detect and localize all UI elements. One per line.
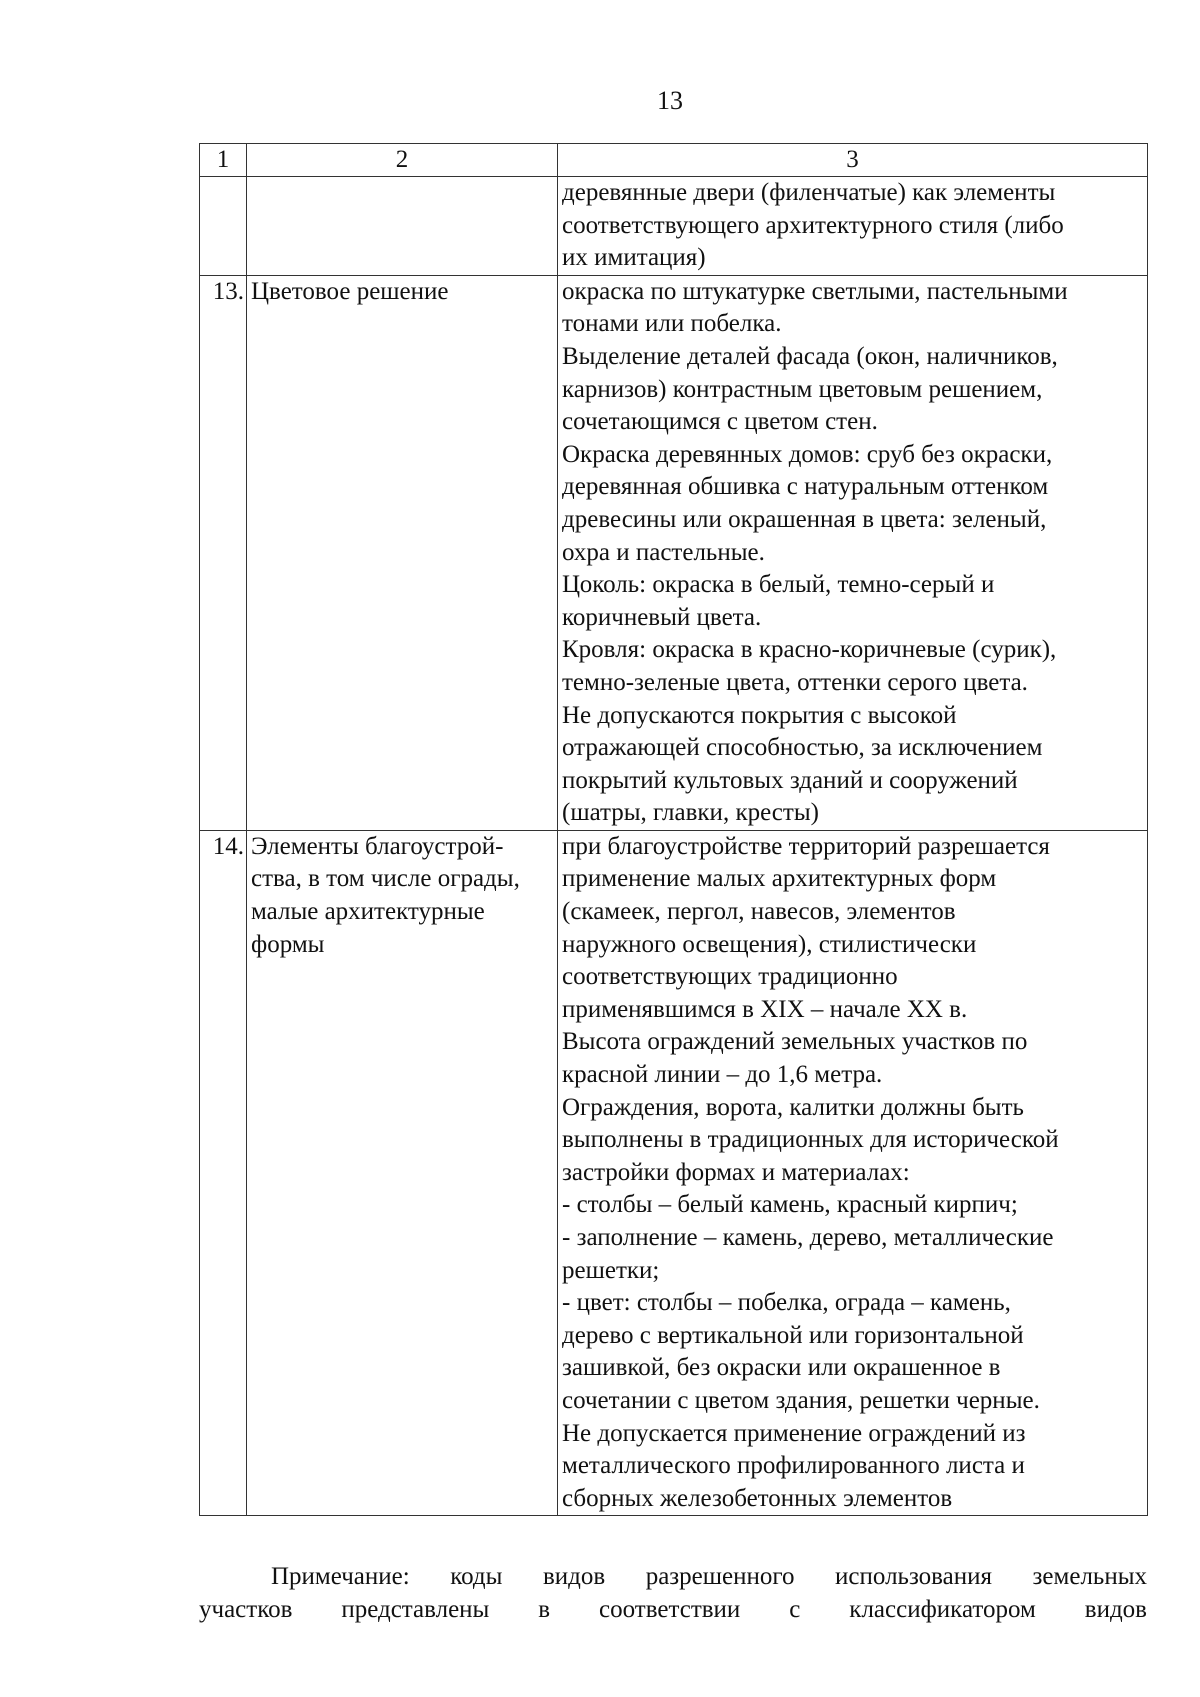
requirements-line: сочетании с цветом здания, решетки черные. [562,1386,1040,1414]
element-name-line: малые архитектурные [251,898,485,926]
requirements-line: Цоколь: окраска в белый, темно-серый и [562,571,995,599]
requirements-line: покрытий культовых зданий и сооружений [562,766,1018,794]
requirements-line: дерево с вертикальной или горизонтальной [562,1321,1024,1349]
requirements-line: застройки формах и материалах: [562,1158,910,1186]
requirements-line: сочетающимся с цветом стен. [562,408,878,436]
requirements-cell [558,275,1148,830]
requirements-cell [558,830,1148,1515]
requirements-line: тонами или побелка. [562,310,782,338]
requirements-line: соответствующего архитектурного стиля (либо [562,211,1064,239]
requirements-line: деревянная обшивка с натуральным оттенком [562,473,1049,501]
requirements-line: темно-зеленые цвета, оттенки серого цвета. [562,668,1028,696]
element-name-line: формы [251,930,325,958]
requirements-line: сборных железобетонных элементов [562,1484,953,1512]
requirements-line: древесины или окрашенная в цвета: зеленый, [562,505,1047,533]
requirements-line: металлического профилированного листа и [562,1452,1025,1480]
requirements-line: решетки; [562,1256,660,1284]
note-paragraph [199,1560,1147,1626]
element-name-line: ства, в том числе ограды, [251,865,520,893]
requirements-line: - цвет: столбы – побелка, ограда – камень, [562,1289,1011,1317]
header-cell-2: 2 [247,144,558,177]
requirements-line: Ограждения, ворота, калитки должны быть [562,1093,1024,1121]
requirements-line: их имитация) [562,244,706,272]
table-body [200,144,1148,1516]
requirements-line: окраска по штукатурке светлыми, пастельными [562,277,1068,305]
table-header-row [200,144,1148,177]
requirements-line: применявшимся в XIX – начале XX в. [562,995,968,1023]
requirements-line: применение малых архитектурных форм [562,865,997,893]
requirements-line: Выделение деталей фасада (окон, наличников, [562,342,1058,370]
requirements-line: (скамеек, пергол, навесов, элементов [562,898,956,926]
element-name-line: Элементы благоустрой- [251,832,504,860]
requirements-line: - столбы – белый камень, красный кирпич; [562,1191,1018,1219]
requirements-line: выполнены в традиционных для исторической [562,1126,1059,1154]
requirements-line: наружного освещения), стилистически [562,930,977,958]
requirements-line: Не допускается применение ограждений из [562,1419,1026,1447]
element-name-line: Цветовое решение [251,277,449,305]
page-number: 13 [657,86,683,115]
element-name-cell [247,177,558,276]
requirements-line: - заполнение – камень, дерево, металлические [562,1224,1054,1251]
requirements-line: коричневый цвета. [562,603,762,631]
table-row [200,830,1148,1515]
requirements-line: Кровля: окраска в красно-коричневые (сурик), [562,636,1057,664]
element-name-cell [247,275,558,830]
header-cell-3: 3 [558,144,1148,177]
requirements-cell [558,177,1148,276]
requirements-line: соответствующих традиционно [562,963,898,991]
element-name-cell [247,830,558,1515]
row-number-cell [200,177,247,276]
requirements-line: (шатры, главки, кресты) [562,799,819,827]
note-line: Примечание: коды видов разрешенного использования земельных [271,1563,1147,1590]
regulations-table [199,143,1148,1516]
table-row [200,275,1148,830]
requirements-line: Не допускаются покрытия с высокой [562,701,957,729]
requirements-line: карнизов) контрастным цветовым решением, [562,375,1043,403]
row-number-cell: 13. [200,275,247,830]
requirements-line: отражающей способностью, за исключением [562,734,1043,762]
requirements-line: деревянные двери (филенчатые) как элементы [562,179,1056,206]
row-number-cell: 14. [200,830,247,1515]
requirements-line: Высота ограждений земельных участков по [562,1028,1028,1056]
requirements-line: зашивкой, без окраски или окрашенное в [562,1354,1001,1382]
requirements-line: Окраска деревянных домов: сруб без окраски, [562,440,1053,468]
header-cell-1: 1 [200,144,247,177]
requirements-line: красной линии – до 1,6 метра. [562,1061,883,1089]
table-row [200,177,1148,276]
requirements-line: при благоустройстве территорий разрешается [562,832,1050,860]
requirements-line: охра и пастельные. [562,538,765,566]
note-line: участков представлены в соответствии с классификатором видов [199,1596,1147,1623]
